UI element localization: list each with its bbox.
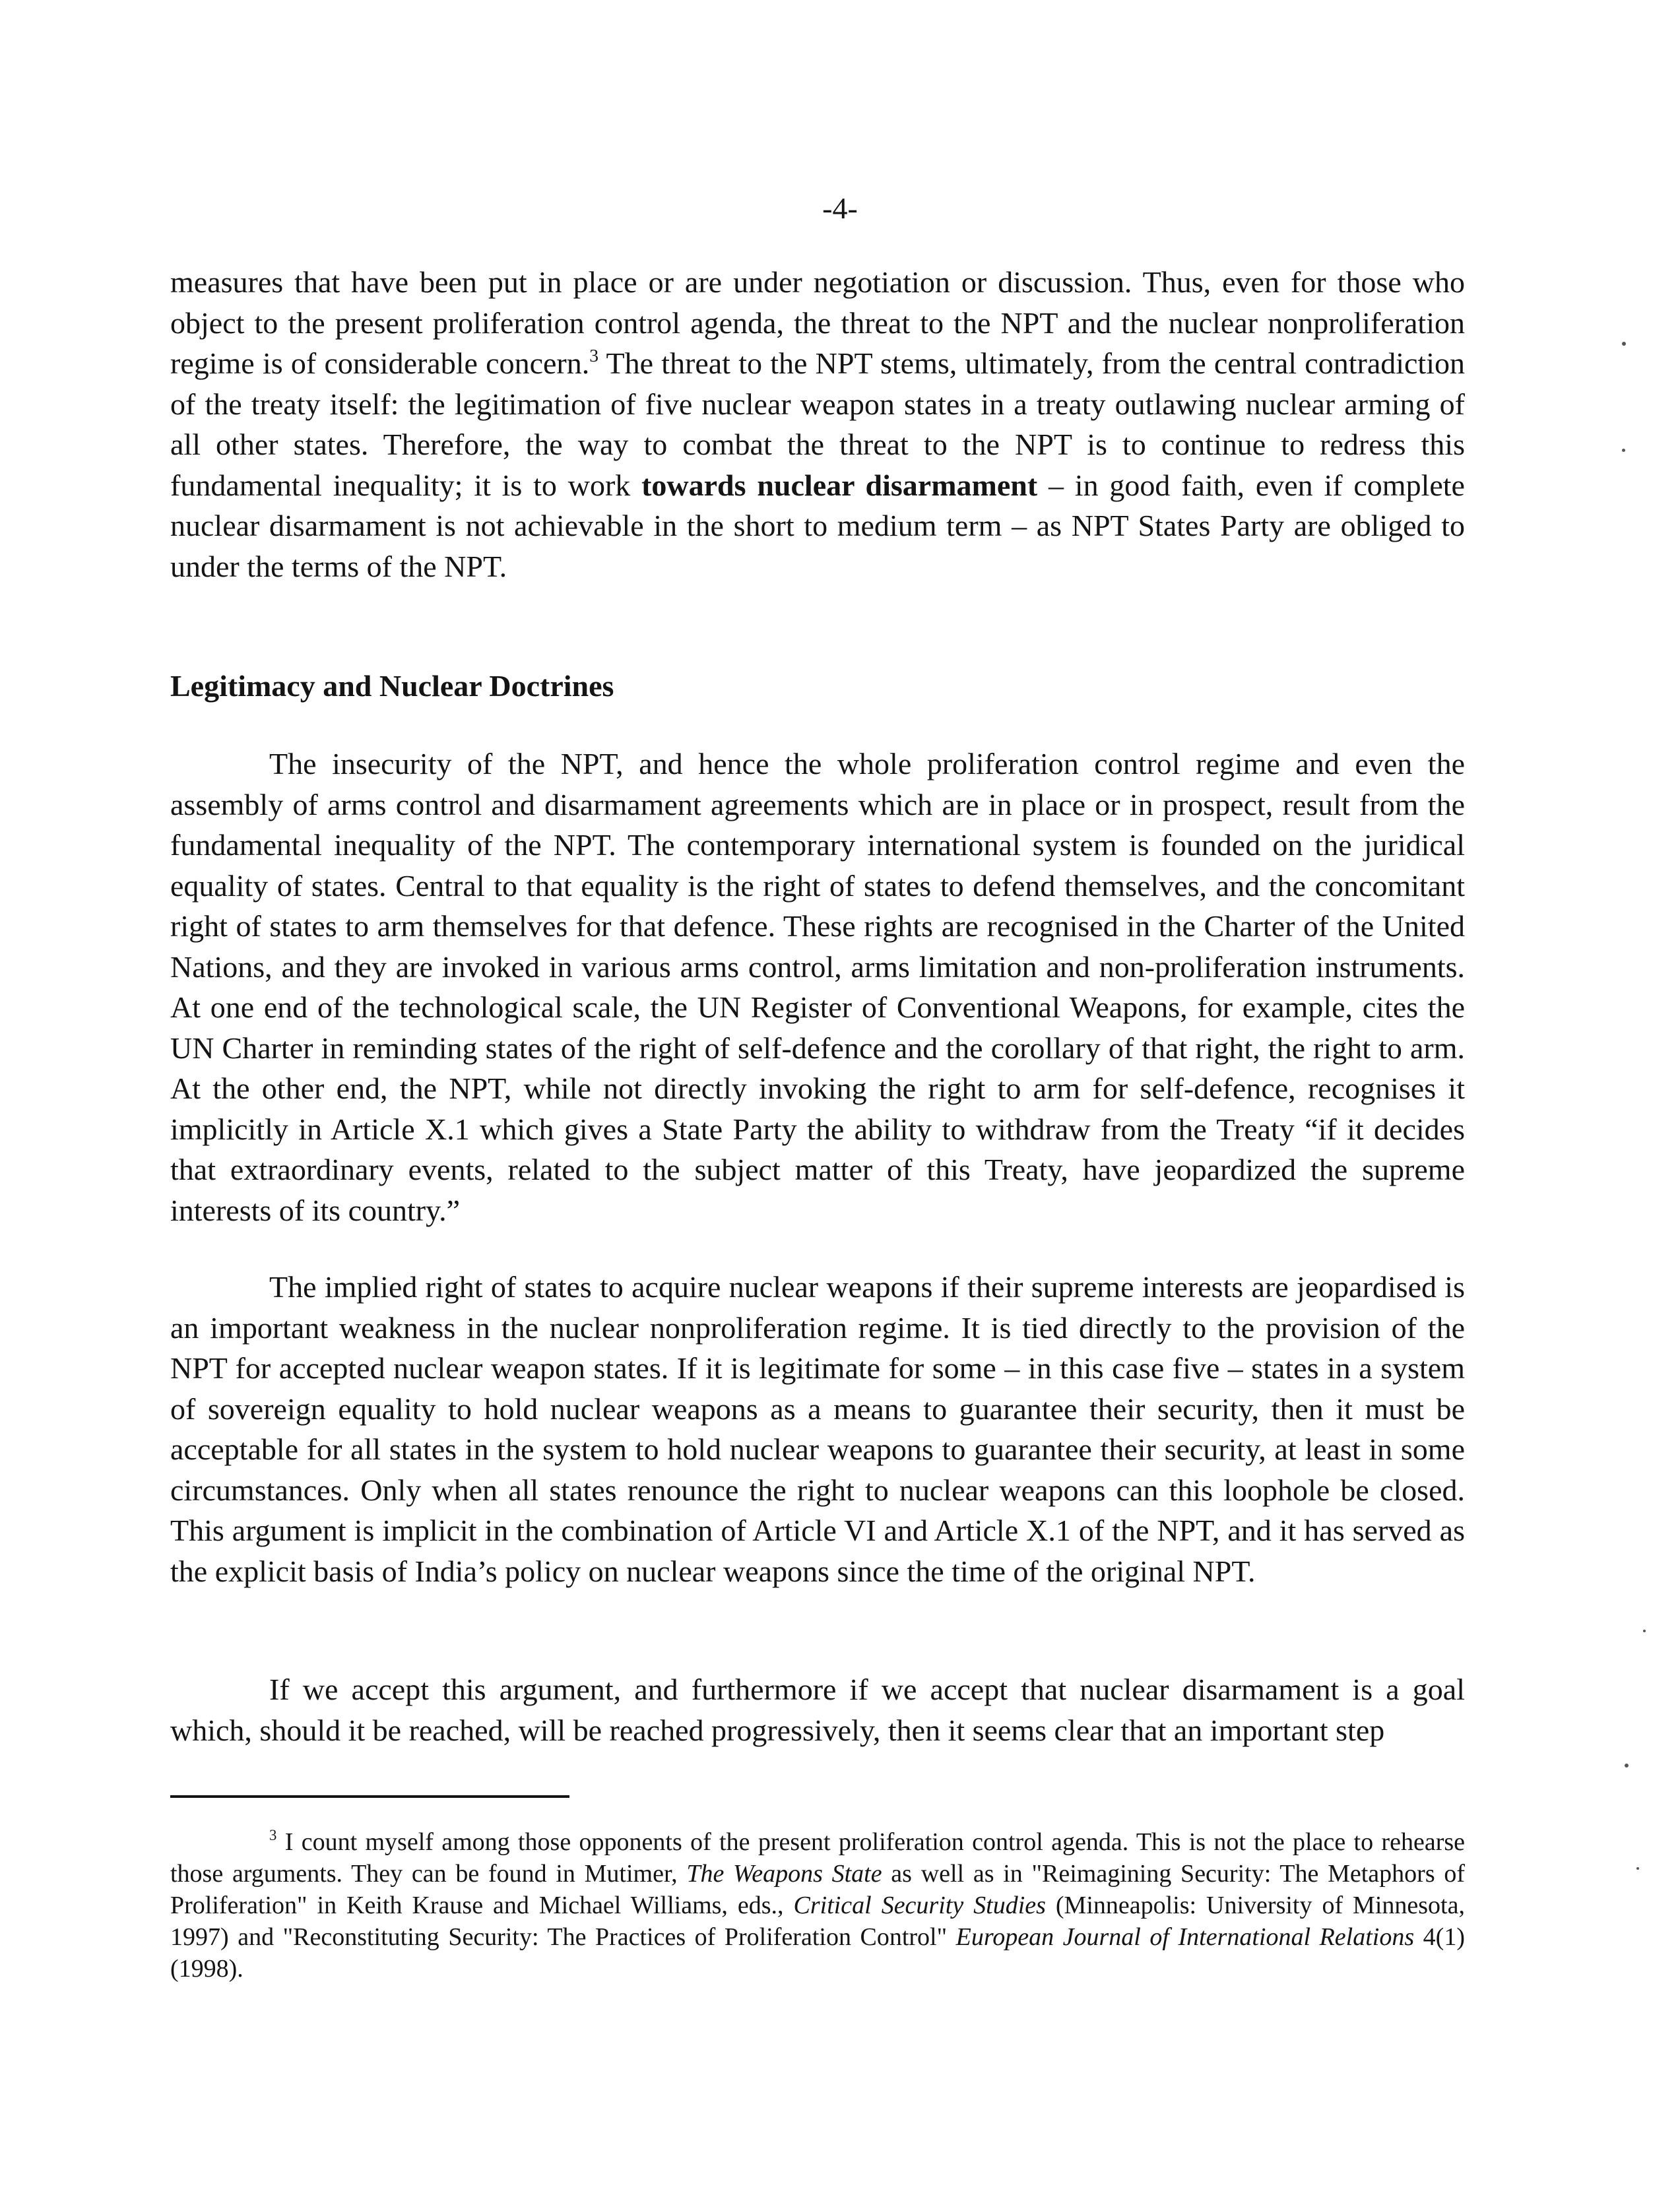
scan-speck [1622, 342, 1626, 346]
footnote-text-1: I count myself among those opponents of the present proliferation control agenda. This is not the place to rehearse those arguments. They can be found in Mutimer, [170, 1828, 1465, 1888]
intro-paragraph [170, 262, 1465, 587]
footnote-text-3: (Minneapolis: University of Minnesota, 1997) and "Reconstituting Security: The Practices of Proliferation Control" [170, 1892, 1465, 1951]
footnote-text-4: 4(1) (1998). [170, 1923, 1465, 1983]
intro-text-before: measures that have been put in place or are under negotiation or discussion. Thus, even for those who object to the present proliferation control agenda, the threat to the NPT and the nuclear nonproliferation regime is of considerable concern. [170, 265, 1465, 380]
section-heading: Legitimacy and Nuclear Doctrines [170, 669, 614, 703]
paragraph-insecurity: The insecurity of the NPT, and hence the whole proliferation control regime and even the assembly of arms control and disarmament agreements which are in place or in prospect, result from the fundamental inequality of the NPT. The contemporary international system is founded on the juridical equality of states. Central to that equality is the right of states to defend themselves, and the concomitant right of states to arm themselves for that defence. These rights are recognised in the Charter of the United Nations, and they are invoked in various arms control, arms limitation and non-proliferation instruments. At one end of the technological scale, the UN Register of Conventional Weapons, for example, cites the UN Charter in reminding states of the right of self-defence and the corollary of that right, the right to arm. At the other end, the NPT, while not directly invoking the right to arm for self-defence, recognises it implicitly in Article X.1 which gives a State Party the ability to withdraw from the Treaty “if it decides that extraordinary events, related to the subject matter of this Treaty, have jeopardized the supreme interests of its country.” [170, 747, 1465, 1227]
footnote-title-weapons-state: The Weapons State [686, 1860, 882, 1888]
footnote [170, 1826, 1465, 1985]
emphasis-text: towards nuclear disarmament [641, 468, 1038, 502]
scan-speck [1622, 449, 1625, 452]
paragraph-implied-right: The implied right of states to acquire nuclear weapons if their supreme interests are jeopardised is an important weakness in the nuclear nonproliferation regime. It is tied directly to the provision of the NPT for accepted nuclear weapon states. If it is legitimate for some – in this case five – states in a system of sovereign equality to hold nuclear weapons as a means to guarantee their security, then it must be acceptable for all states in the system to hold nuclear weapons to guarantee their security, at least in some circumstances. Only when all states renounce the right to nuclear weapons can this loophole be closed. This argument is implicit in the combination of Article VI and Article X.1 of the NPT, and it has served as the explicit basis of India’s policy on nuclear weapons since the time of the original NPT. [170, 1270, 1465, 1588]
page-number: -4- [822, 191, 858, 225]
footnote-title-critical-security: Critical Security Studies [793, 1892, 1046, 1919]
footnote-divider [170, 1795, 569, 1798]
scan-speck [1625, 1764, 1629, 1768]
footnote-title-journal: European Journal of International Relations [955, 1923, 1415, 1951]
scan-speck [1643, 1630, 1646, 1632]
footnote-marker: 3 [269, 1827, 277, 1844]
scan-speck [1636, 1867, 1639, 1870]
footnote-reference: 3 [589, 345, 599, 366]
intro-text-middle: The threat to the NPT stems, ultimately, from the central contradiction of the treaty itself: the legitimation of five nuclear weapon states in a treaty outlawing nuclear arming of all other states. Therefore, the way to combat the threat to the NPT is to continue to redress this fundamental inequality; it is to work [170, 346, 1465, 502]
footnote-text-2: as well as in "Reimagining Security: The Metaphors of Proliferation" in Keith Krause and Michael Williams, eds., [170, 1860, 1465, 1919]
intro-text-after: – in good faith, even if complete nuclear disarmament is not achievable in the short to medium term – as NPT States Party are obliged to under the terms of the NPT. [170, 468, 1465, 583]
paragraph-argument: If we accept this argument, and furthermore if we accept that nuclear disarmament is a goal which, should it be reached, will be reached progressively, then it seems clear that an important step [170, 1673, 1465, 1747]
